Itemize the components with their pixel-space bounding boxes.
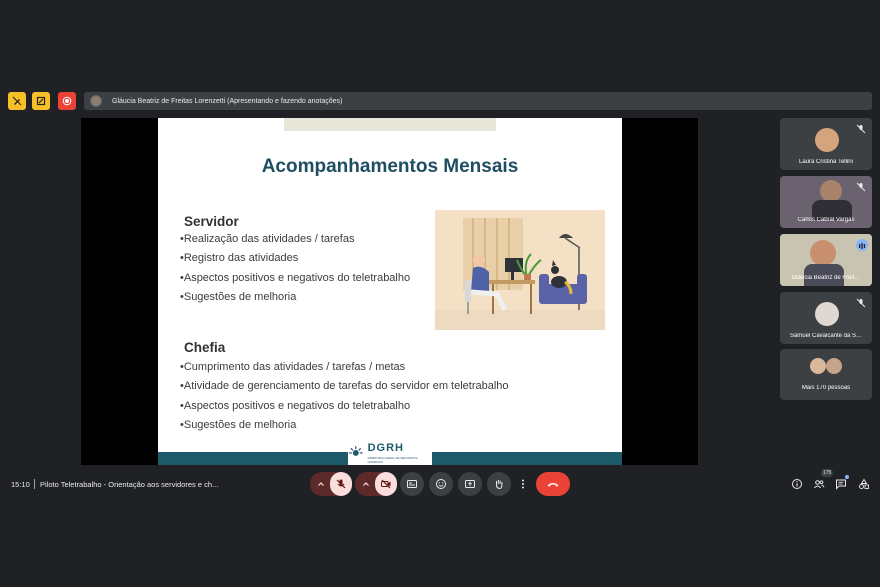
meeting-title: Piloto Teletrabalho - Orientação aos servidores e ch... (40, 480, 219, 489)
chat-icon (835, 478, 847, 490)
chat-notification-dot (845, 475, 849, 479)
reactions-button[interactable] (429, 472, 453, 496)
annotation-icon (36, 96, 46, 106)
emoji-icon (435, 478, 447, 490)
presenter-avatar (90, 95, 102, 107)
home-office-drawing (435, 210, 605, 330)
participant-name: Samuel Cavalcante da S… (789, 333, 863, 339)
avatar (810, 358, 826, 374)
people-button[interactable] (812, 477, 826, 491)
list-item: •Realização das atividades / tarefas (180, 233, 355, 245)
meeting-clock: 15:10 (11, 480, 30, 489)
recording-button[interactable] (58, 92, 76, 110)
presenter-banner (84, 92, 872, 110)
presentation-stage (81, 118, 698, 465)
chevron-up-icon (362, 480, 370, 488)
more-participants-label: Mais 170 pessoas (801, 385, 851, 391)
present-screen-button[interactable] (458, 472, 482, 496)
record-icon (62, 96, 72, 106)
info-icon (791, 478, 803, 490)
presenter-toolbar (8, 92, 872, 110)
participant-tile[interactable] (780, 292, 872, 344)
leave-call-button[interactable] (536, 472, 570, 496)
more-participants-tile[interactable] (780, 349, 872, 400)
mic-off-icon (856, 298, 866, 308)
participant-name: Gláucia Beatriz de Freit… (791, 275, 861, 281)
mic-toggle-button[interactable] (330, 472, 352, 496)
speaking-indicator-icon (856, 239, 868, 251)
chefia-list (180, 358, 509, 435)
raise-hand-button[interactable] (487, 472, 511, 496)
mic-options-button[interactable] (314, 477, 328, 491)
shapes-icon (858, 478, 870, 490)
logo-text: DGRH (367, 441, 404, 454)
sunburst-logo-icon (348, 443, 364, 459)
section-heading-servidor: Servidor (184, 214, 239, 229)
section-heading-chefia: Chefia (184, 340, 226, 355)
mic-off-icon (335, 478, 347, 490)
divider (34, 479, 35, 489)
captions-icon (406, 478, 418, 490)
mic-control-group (310, 472, 352, 496)
list-item: •Sugestões de melhoria (180, 290, 297, 303)
mic-off-icon (856, 124, 866, 134)
chat-button[interactable] (834, 477, 848, 491)
annotation-toggle-button[interactable] (8, 92, 26, 110)
captions-button[interactable] (400, 472, 424, 496)
meeting-controls-bar (0, 472, 880, 496)
presenter-banner-text: Gláucia Beatriz de Freitas Lorenzetti (Apresentando e fazendo anotações) (112, 97, 343, 105)
people-icon (813, 478, 825, 490)
camera-off-icon (380, 478, 392, 490)
avatar (820, 180, 842, 202)
avatar (826, 358, 842, 374)
camera-options-button[interactable] (359, 477, 373, 491)
avatar (815, 128, 839, 152)
mic-off-icon (856, 182, 866, 192)
participant-tile[interactable] (780, 118, 872, 170)
meeting-info-button[interactable] (790, 477, 804, 491)
hang-up-icon (546, 480, 560, 488)
annotation-tools-button[interactable] (32, 92, 50, 110)
present-screen-icon (464, 478, 476, 490)
activities-button[interactable] (857, 477, 871, 491)
list-item: •Cumprimento das atividades / tarefas / metas (180, 361, 406, 373)
camera-toggle-button[interactable] (375, 472, 397, 496)
avatar (815, 302, 839, 326)
participant-count-badge: 175 (823, 470, 832, 476)
list-item: •Registro das atividades (180, 252, 299, 265)
servidor-list (180, 230, 410, 307)
avatar (810, 240, 836, 266)
list-item: •Sugestões de melhoria (180, 418, 297, 431)
slide-top-strip (284, 118, 496, 131)
list-item: •Aspectos positivos e negativos do teletrabalho (180, 271, 411, 284)
slide-title: Acompanhamentos Mensais (261, 156, 519, 177)
presentation-slide (158, 118, 622, 465)
more-vert-icon (521, 478, 525, 490)
hand-icon (493, 478, 505, 490)
home-office-illustration (435, 210, 605, 330)
logo-subtext: DIRETORIA GERAL DE RECURSOS HUMANOS (367, 455, 418, 464)
participant-name: Carlos Cabral Vargas (797, 217, 855, 223)
participant-name: Laura Cristina Tellini (799, 159, 853, 165)
dgrh-logo (348, 436, 432, 465)
pen-off-icon (12, 96, 22, 106)
list-item: •Aspectos positivos e negativos do teletrabalho (180, 399, 411, 412)
participant-tile[interactable] (780, 176, 872, 228)
list-item: •Atividade de gerenciamento de tarefas do servidor em teletrabalho (180, 380, 509, 393)
more-options-button[interactable] (516, 477, 530, 491)
chevron-up-icon (317, 480, 325, 488)
participant-tile-active-speaker[interactable] (780, 234, 872, 286)
camera-control-group (355, 472, 397, 496)
